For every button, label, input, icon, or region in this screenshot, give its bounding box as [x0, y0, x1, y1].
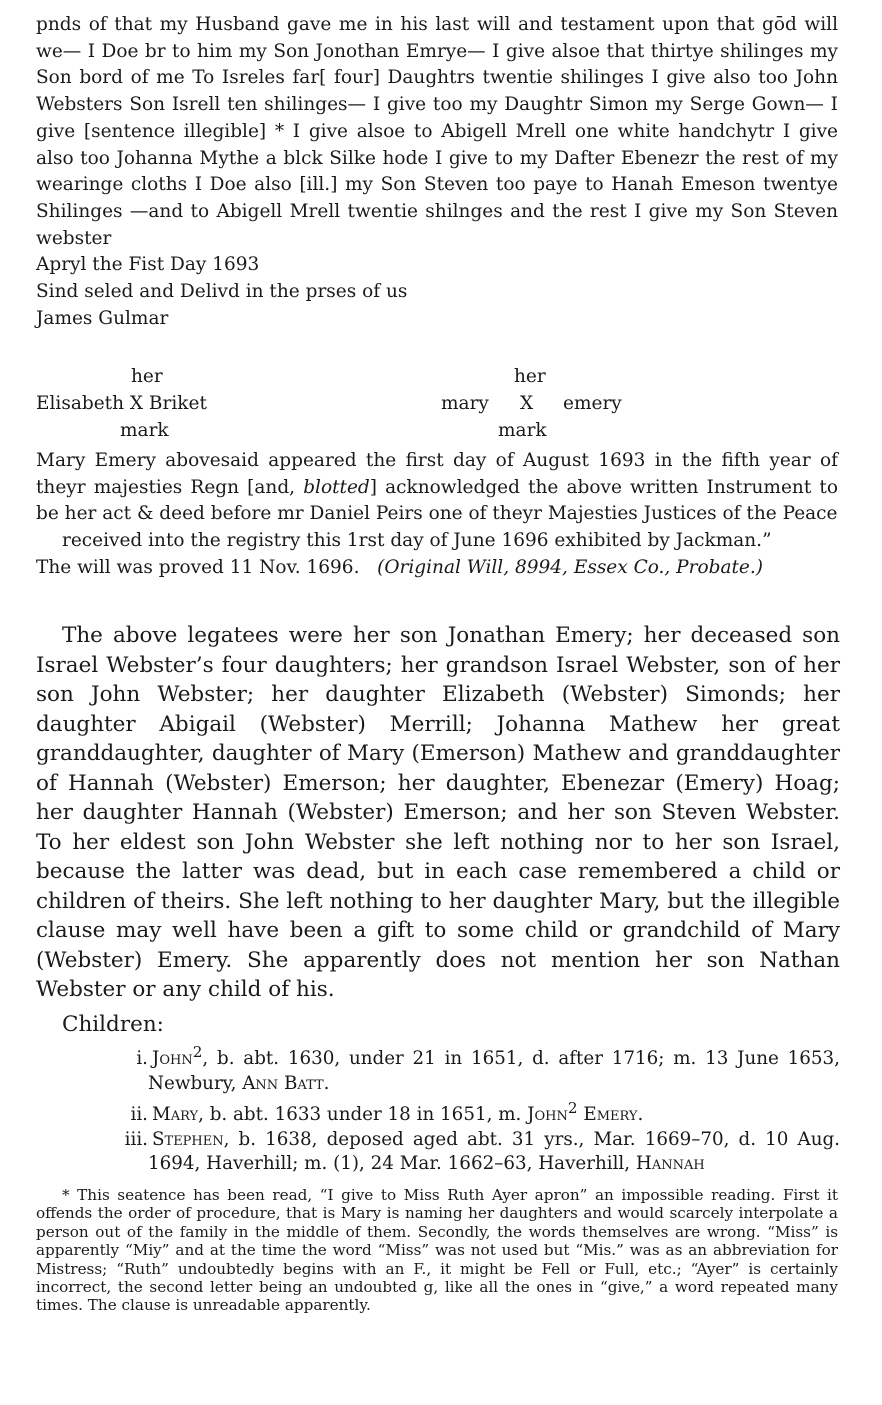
- her-label-right: her: [514, 366, 546, 387]
- signer-first-name: mary: [441, 393, 489, 414]
- registry-line: received into the registry this 1rst day of June 1696 exhibited by Jackman.”: [62, 530, 772, 552]
- acknowledgment: [36, 448, 838, 582]
- child-entry-john: i. John$^2$, b. abt. 1630, under 21 in 1651, d. after 1716; m. 13 June 1653, Newbury, Ann Batt.: [136, 1043, 840, 1094]
- will-transcription: [36, 12, 838, 332]
- proved-line: The will was proved 11 Nov. 1696. (Original Will, 8994, Essex Co., Probate.): [36, 556, 763, 578]
- spouse-name: John: [527, 1104, 568, 1126]
- commentary-text: The above legatees were her son Jonathan Emery; her deceased son Israel Webster’s four daughters; her grandson Israel Webster, son of her son John Webster; her daughter Elizabeth (Webster) Simonds; her daughter Abigail (Webster) Merrill; Johanna Mathew her great granddaughter, daughter of Mary (Emerson) Mathew and granddaughter of Hannah (Webster) Emerson; her daughter, Ebenezar (Emery) Hoag; her daughter Hannah (Webster) Emerson; and her son Steven Webster. To her eldest son John Webster she left nothing nor to her son Israel, because the latter was dead, but in each case remembered a child or children of theirs. She left nothing to her daughter Mary, but the illegible clause may well have been a gift to some child or grandchild of Mary (Webster) Emery. She apparently does not mention her son Nathan Webster or any child of his.: [36, 623, 840, 1002]
- her-label-left: her: [131, 366, 163, 387]
- will-sealed-line: Sind seled and Delivd in the prses of us: [36, 281, 408, 303]
- witness-james-gulmar: James Gulmar: [36, 307, 169, 329]
- mark-label-left: mark: [120, 420, 169, 441]
- will-date: Apryl the Fist Day 1693: [36, 254, 260, 276]
- signer-last-name: emery: [563, 393, 622, 414]
- blotted-note: blotted: [303, 476, 370, 498]
- child-entry-mary: ii. Mary, b. abt. 1633 under 18 in 1651, m. John$^2$ Emery.: [130, 1099, 644, 1126]
- footnote: [36, 1186, 838, 1315]
- children-heading: Children:: [62, 1012, 164, 1037]
- witness-elisabeth-briket: Elisabeth X Briket: [36, 393, 207, 414]
- spouse-name: Hannah: [635, 1153, 705, 1175]
- signature-her-row: [36, 364, 838, 391]
- child-entry-stephen: iii. Stephen, b. 1638, deposed aged abt. 31 yrs., Mar. 1669–70, d. 10 Aug. 1694, Haverhill; m. (1), 24 Mar. 1662–63, Haverhill, Hannah: [124, 1128, 840, 1175]
- signer-x-mark: X: [520, 393, 534, 414]
- spouse-name: Ann Batt: [242, 1072, 324, 1094]
- source-citation: (Original Will, 8994, Essex Co., Probate.): [377, 556, 763, 578]
- signature-mark-row: [36, 418, 838, 445]
- footnote-text: * This seatence has been read, “I give to Miss Ruth Ayer apron” an impossible reading. First it offends the order of procedure, that is Mary is naming her daughters and would scarcely interpolate a person out of the family in the middle of them. Secondly, the words themselves are wrong. “Miss” is apparently “Miy” and at the time the word “Miss” was not used but “Mis.” was as an abbreviation for Mistress; “Ruth” undoubtedly begins with an F., it might be Fell or Full, etc.; “Ayer” is certainly incorrect, the second letter being an undoubted g, like all the ones in “give,” a word repeated many times. The clause is unreadable apparently.: [36, 1186, 838, 1315]
- acknowledgment-text: Mary Emery abovesaid appeared the first day of August 1693 in the fifth year of theyr majesties Regn [and, blotted] acknowledged the above written Instrument to be her act & deed before mr Daniel Peirs one of theyr Majesties Justices of the Peace: [36, 450, 838, 525]
- mark-label-right: mark: [498, 420, 547, 441]
- commentary: [36, 621, 840, 1005]
- children-list: [36, 1040, 840, 1177]
- will-text: pnds of that my Husband gave me in his last will and testament upon that gōd will we— I Doe br to him my Son Jonothan Emrye— I give alsoe that thirtye shilinges my Son bord of me To Isreles far[ four] Daughtrs twentie shilinges I give also too John Websters Son Isrell ten shilinges— I give too my Daughtr Simon my Serge Gown— I give [sentence illegible] * I give alsoe to Abigell Mrell one white handchytr I give also too Johanna Mythe a blck Silke hode I give to my Dafter Ebenezr the rest of my wearinge cloths I Doe also [ill.] my Son Steven too paye to Hanah Emeson twentye Shilinges —and to Abigell Mrell twentie shilnges and the rest I give my Son Steven webster: [36, 14, 838, 249]
- signature-name-row: [36, 391, 838, 418]
